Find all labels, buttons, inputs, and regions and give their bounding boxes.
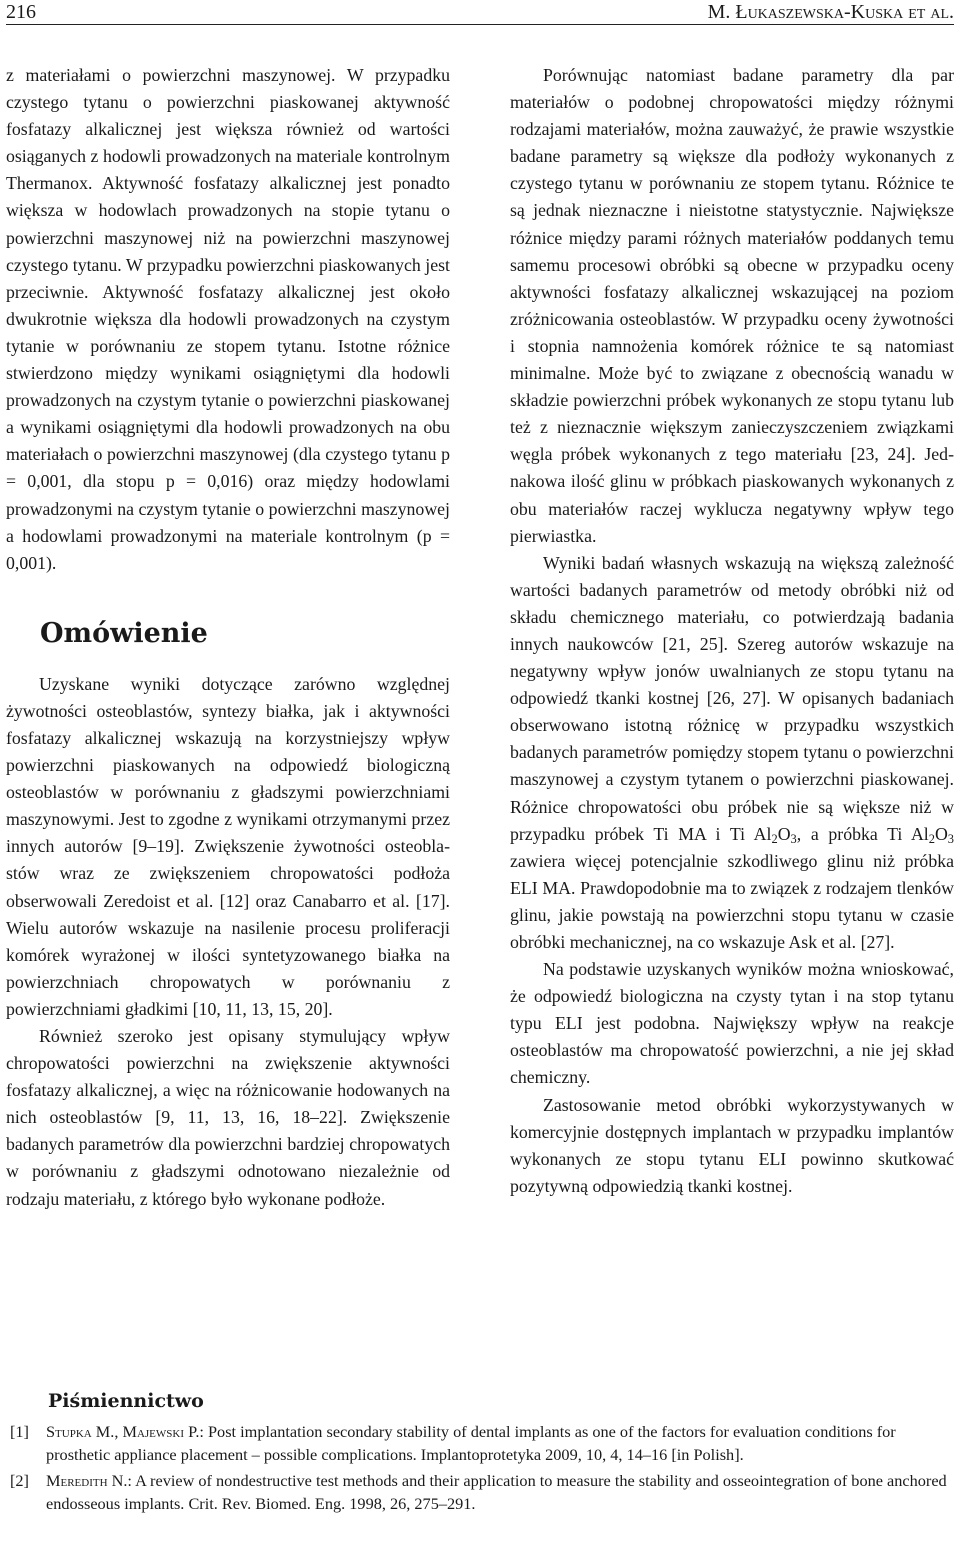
references-title: Piśmiennictwo <box>48 1390 204 1412</box>
reference-text: : A review of nondestructive test methods and their application to measure the stability and osseointegration of bone anchored endosseous implants. Crit. Rev. Biomed. Eng. 1998, 26, 275–291. <box>46 1470 947 1513</box>
paragraph-results-continued: z materiałami o powierzchni maszynowej. W przypadku czystego tytanu o powierzchni piaskowanej aktywność fosfatazy alkalicznej jest większa również od wartości osiąganych z hodowli prowadzonych na materiale kontrolnym Thermanox. Aktywność fosfatazy alkalicznej jest ponadto większa w hodowlach prowadzonych na stopie tytanu o powierzchni maszynowej niż na powierzchni maszynowej czystego tytanu. W przypadku powierzchni piaskowanych jest przeciwnie. Aktywność fosfatazy alkalicznej jest około dwukrotnie większa dla hodowli prowadzonych na czystym tytanie w porównaniu ze stopem tytanu. Istotne różnice stwierdzono między wynikami osiągniętymi dla hodowli prowadzonych na czystym tytanie o powierzchni piaskowanej a wynikami osiągniętymi dla hodowli prowadzonych na obu materiałach o powierzchni maszynowej (dla czystego tytanu p = 0,001, dla stopu p = 0,016) oraz między hodowlami prowadzonymi na czystym tytanie o powierzchni maszynowej a hodowlami prowadzonymi na materiale kontrolnym (p = 0,001). <box>6 65 450 573</box>
reference-number: [2] <box>10 1470 29 1490</box>
reference-item <box>10 1469 956 1516</box>
paragraph-comparison: Porównując natomiast badane parametry dla par materiałów o podobnej chropowatości między różnymi rodzajami materiałów, można zauważyć, że prawie wszystkie badane parametry są większe dla podłoży wykonanych z czystego tytanu w porównaniu ze stopem tytanu. Różnice te są jednak nieznaczne i nieistotne statystycznie. Największe różnice między parami różnych materiałów poddanych temu samemu procesowi obróbki są obecne w przypadku oceny aktywności fosfatazy alkalicznej wskazującej na poziom zróżnicowania osteoblastów. W przypadku oceny żywotności i stopnia namnożenia komórek różnice te są natomiast minimalne. Może być to związane z obecnością wanadu w składzie powierzchni próbek wykonanych ze stopu tytanu lub też z nieznacznie większym zanieczyszczeniem związkami węgla próbek wykonanych z tego materiału [23, 24]. Jednakowa ilość glinu w próbkach piaskowanych wykonanych z obu materiałów raczej wyklucza negatywny wpływ tego pierwiastka. <box>510 65 954 546</box>
running-head: M. Łukaszewska-Kuska et al. <box>707 1 954 23</box>
right-column <box>510 62 954 1200</box>
paragraph-discussion-1: Uzyskane wyniki dotyczące zarówno względnej żywotności osteoblastów, syntezy białka, jak i aktywności fosfatazy alkalicznej wskazują na korzystniejszy wpływ powierzchni piaskowanych na odpowiedź biologiczną osteoblastów w porównaniu z gładszymi powierzchniami maszynowymi. Jest to zgodne z wynikami otrzymanymi przez innych autorów [9–19]. Zwiększenie żywotności osteoblastów wraz ze zwiększeniem chropowatości podłoża obserwowali Zeredoist et al. [12] oraz Canabarro et al. [17]. Wielu autorów wskazuje na nasilenie procesu proliferacji komórek wyrażonej w ilości syntetyzowanego białka na powierzchniach chropowatych w porównaniu z powierzchniami gładkimi [10, 11, 13, 15, 20]. <box>6 673 450 1019</box>
reference-item <box>10 1420 956 1467</box>
page-header <box>6 0 954 25</box>
reference-text: : Post implantation secondary stability of dental implants as one of the factors for evaluation conditions for prosthetic appliance placement – possible complications. Implantoprotetyka 2009, 10, 4, 14–16 [in Polish]. <box>46 1421 896 1464</box>
page-number: 216 <box>6 1 36 23</box>
reference-authors: Meredith N. <box>46 1470 128 1490</box>
references-section <box>10 1390 956 1518</box>
paragraph-application: Zastosowanie metod obróbki wykorzystywanych w komercyjnie dostępnych implantach w przypadku implantów wykonanych ze stopu tytanu ELI powinno skutkować pozytywną odpowiedzią tkanki kostnej. <box>510 1094 954 1196</box>
reference-number: [1] <box>10 1421 29 1441</box>
paragraph-discussion-2: Również szeroko jest opisany stymulujący wpływ chropowatości powierzchni na zwiększenie aktywności fosfatazy alkalicznej, a więc na różnicowanie hodowanych na nich osteoblastów [9, 11, 13, 16, 18–22]. Zwiększenie badanych parametrów dla powierzchni bardziej chropowatych w porównaniu z gładszymi odnotowano niezależnie od rodzaju materiału, z którego było wykonane podłoże. <box>6 1026 450 1209</box>
left-column <box>6 62 450 1213</box>
section-title: Omówienie <box>40 617 208 649</box>
reference-authors: Stupka M., Majewski P. <box>46 1421 200 1441</box>
paragraph-own-results: Wyniki badań własnych wskazują na większą zależność wartości badanych parametrów od metody obróbki niż od składu chemicznego materiału, co potwierdzają badania innych naukowców [21, 25]. Szereg autorów wskazuje na negatywny wpływ jonów uwalnianych ze stopu tytanu na odpowiedź tkanki kostnej [26, 27]. W opisanych badaniach obserwowano istotną różnicę w przypadku wszystkich badanych parametrów pomiędzy stopem tytanu o powierzchni maszynowej a czystym tytanem o powierzchni piaskowanej. Różnice chropowatości obu próbek nie są większe niż w przypadku próbek Ti MA i Ti $Al_2O_3$, a próbka Ti $Al_2O_3$ zawiera więcej potencjalnie szkodliwego glinu niż próbka ELI MA. Prawdopodobnie ma to związek z rodzajem tlenków glinu, jakie powstają na powierzchni stopu tytanu w czasie obróbki mechanicznej, na co wskazuje Ask et al. [27]. <box>510 552 955 952</box>
paragraph-conclusion: Na podstawie uzyskanych wyników można wnioskować, że odpowiedź biologiczna na czysty tytan i na stop tytanu typu ELI jest podobna. Największy wpływ na reakcje osteoblastów ma chropowatość powierzchni, a nie jej skład chemiczny. <box>510 959 954 1088</box>
